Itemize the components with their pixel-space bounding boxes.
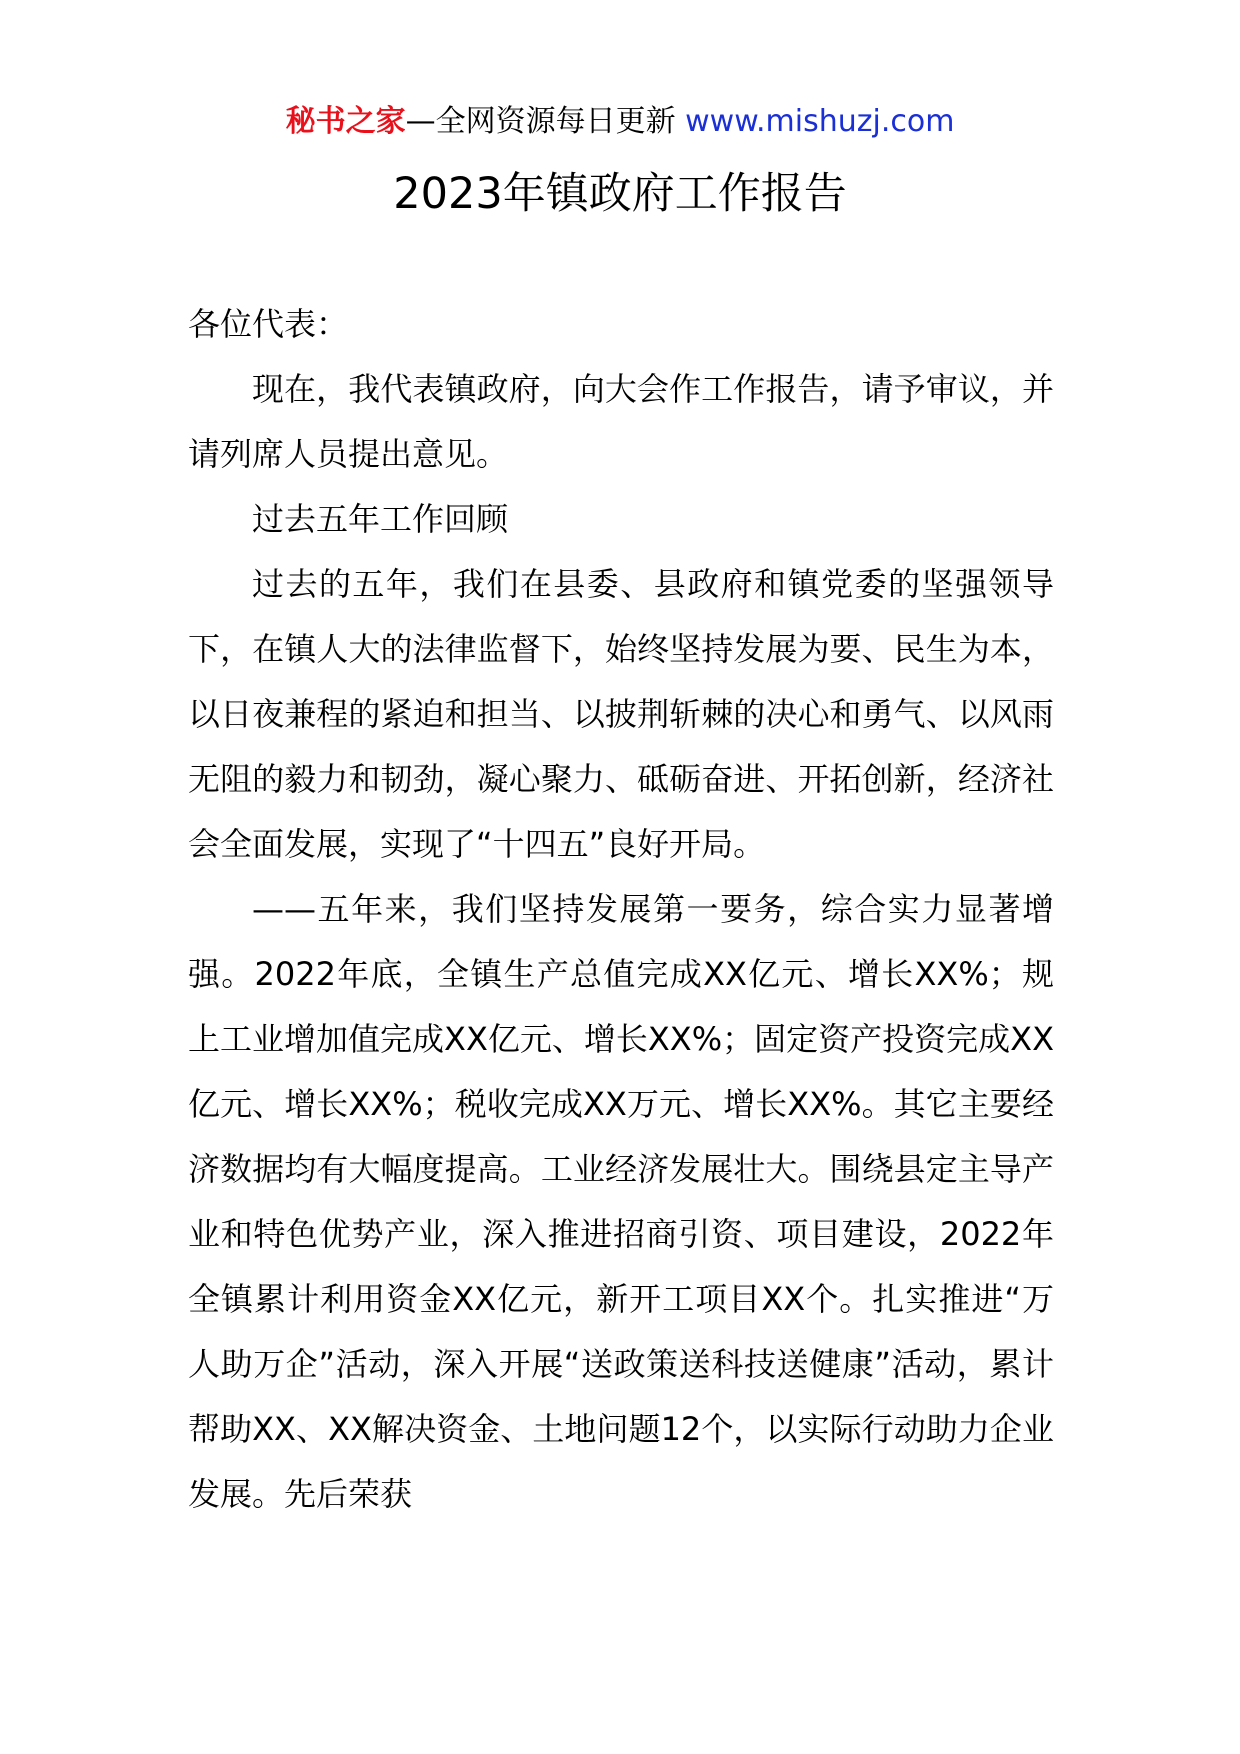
site-banner (0, 102, 1240, 142)
document-body (188, 292, 1054, 1527)
paragraph-review: 过去的五年，我们在县委、县政府和镇党委的坚强领导下，在镇人大的法律监督下，始终坚持发展为要、民生为本，以日夜兼程的紧迫和担当、以披荆斩棘的决心和勇气、以风雨无阻的毅力和韧劲，凝心聚力、砥砺奋进、开拓创新，经济社会全面发展，实现了“十四五”良好开局。 (188, 565, 1054, 863)
website-link[interactable]: www.mishuzj.com (685, 104, 955, 139)
brand-name: 秘书之家 (285, 104, 406, 139)
salutation: 各位代表： (188, 305, 349, 343)
section-heading: 过去五年工作回顾 (252, 500, 509, 538)
document-title: 2023年镇政府工作报告 (393, 169, 847, 219)
banner-slogan: —全网资源每日更新 (405, 104, 686, 139)
paragraph-achievements: ——五年来，我们坚持发展第一要务，综合实力显著增强。2022年底，全镇生产总值完成XX亿元、增长XX%；规上工业增加值完成XX亿元、增长XX%；固定资产投资完成XX亿元、增长XX%；税收完成XX万元、增长XX%。其它主要经济数据均有大幅度提高。工业经济发展壮大。围绕县定主导产业和特色优势产业，深入推进招商引资、项目建设，2022年全镇累计利用资金XX亿元，新开工项目XX个。扎实推进“万人助万企”活动，深入开展“送政策送科技送健康”活动，累计帮助XX、XX解决资金、土地问题12个，以实际行动助力企业发展。先后荣获 (188, 890, 1054, 1513)
paragraph-intro: 现在，我代表镇政府，向大会作工作报告，请予审议，并请列席人员提出意见。 (188, 370, 1054, 473)
